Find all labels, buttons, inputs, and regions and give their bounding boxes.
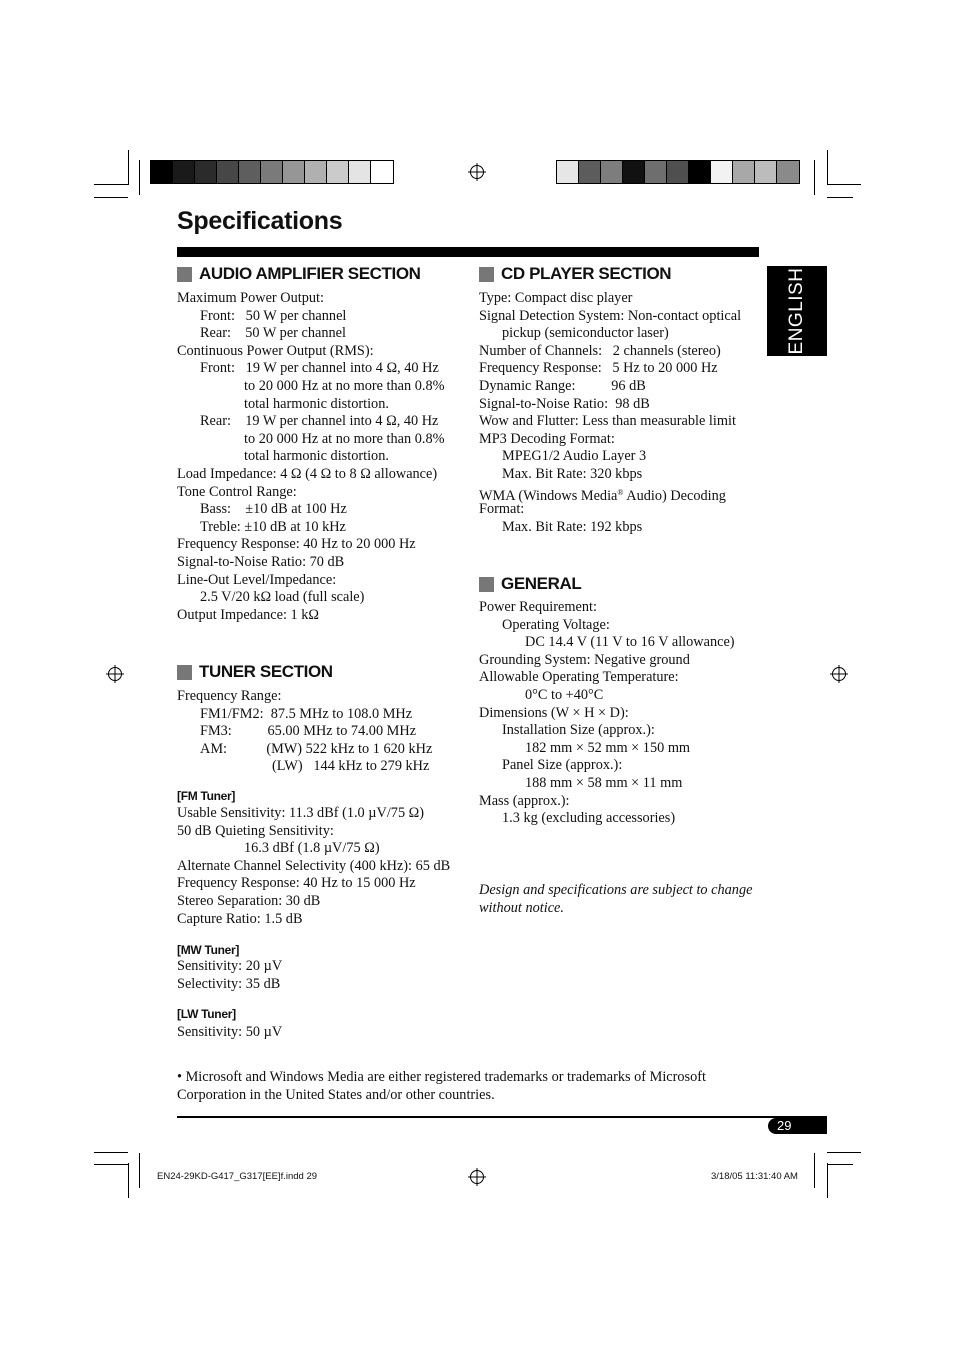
spec-line: Usable Sensitivity: 11.3 dBf (1.0 µV/75 Ω) xyxy=(177,805,425,821)
spec-line: Front: 50 W per channel xyxy=(200,307,347,324)
spec-line: Bass: ±10 dB at 100 Hz xyxy=(200,501,347,518)
language-tab xyxy=(767,266,827,356)
spec-line: Format: xyxy=(479,501,525,518)
crop-mark xyxy=(827,150,828,185)
spec-line: Signal Detection System: Non-contact optical xyxy=(479,307,742,324)
color-patch xyxy=(283,161,305,183)
color-patch xyxy=(349,161,371,183)
spec-line: Type: Compact disc player xyxy=(479,290,633,306)
color-patch xyxy=(305,161,327,183)
section-square-icon xyxy=(177,665,192,680)
color-patch xyxy=(711,161,733,183)
page-title: Specifications xyxy=(177,207,343,235)
spec-line: Mass (approx.): xyxy=(479,792,570,809)
spec-line: Max. Bit Rate: 320 kbps xyxy=(502,465,643,482)
color-patch xyxy=(151,161,173,183)
spec-line: Signal-to-Noise Ratio: 98 dB xyxy=(479,395,650,412)
spec-line: Frequency Range: xyxy=(177,688,282,704)
spec-line: Max. Bit Rate: 192 kbps xyxy=(502,518,643,535)
fm-tuner-spec-list xyxy=(177,805,450,928)
crop-mark xyxy=(814,1153,815,1188)
spec-line: Operating Voltage: xyxy=(502,616,610,633)
registration-mark-icon xyxy=(108,667,122,681)
spec-line: 2.5 V/20 kΩ load (full scale) xyxy=(200,589,365,606)
spec-line: FM3: 65.00 MHz to 74.00 MHz xyxy=(200,723,417,740)
crop-mark xyxy=(814,160,815,195)
cd-section-title: CD PLAYER SECTION xyxy=(501,264,672,283)
spec-line: Treble: ±10 dB at 10 kHz xyxy=(200,518,346,535)
crop-mark xyxy=(94,184,128,185)
audio-section-title: AUDIO AMPLIFIER SECTION xyxy=(199,264,421,283)
spec-line: Panel Size (approx.): xyxy=(502,757,623,774)
spec-line: total harmonic distortion. xyxy=(244,448,389,465)
spec-line: MP3 Decoding Format: xyxy=(479,430,615,447)
spec-line: 188 mm × 58 mm × 11 mm xyxy=(525,774,683,791)
spec-line: Allowable Operating Temperature: xyxy=(479,669,679,686)
spec-line: Load Impedance: 4 Ω (4 Ω to 8 Ω allowance) xyxy=(177,465,438,482)
spec-line: Wow and Flutter: Less than measurable limit xyxy=(479,413,736,430)
spec-line: total harmonic distortion. xyxy=(244,395,389,412)
spec-line: pickup (semiconductor laser) xyxy=(502,325,669,342)
spec-line: Maximum Power Output: xyxy=(177,290,324,306)
spec-line: Front: 19 W per channel into 4 Ω, 40 Hz xyxy=(200,360,439,377)
color-patch xyxy=(217,161,239,183)
color-patch xyxy=(557,161,579,183)
spec-line: 0°C to +40°C xyxy=(525,686,604,703)
spec-line: Rear: 19 W per channel into 4 Ω, 40 Hz xyxy=(200,413,439,430)
footer-rule xyxy=(177,1116,827,1118)
color-strip-right xyxy=(556,160,800,184)
color-patch xyxy=(689,161,711,183)
spec-line: Capture Ratio: 1.5 dB xyxy=(177,910,303,927)
cd-spec-list xyxy=(479,290,741,536)
crop-mark xyxy=(139,1153,140,1188)
spec-line: 50 dB Quieting Sensitivity: xyxy=(177,822,334,839)
lw-tuner-spec-list xyxy=(177,1024,282,1042)
crop-mark xyxy=(827,184,861,185)
tuner-spec-list xyxy=(177,688,432,776)
crop-mark xyxy=(128,150,129,185)
color-patch xyxy=(195,161,217,183)
spec-line: Stereo Separation: 30 dB xyxy=(177,892,321,909)
spec-line: to 20 000 Hz at no more than 0.8% xyxy=(244,377,445,394)
crop-mark xyxy=(827,1163,828,1198)
lw-tuner-heading: [LW Tuner] xyxy=(177,1007,236,1021)
color-patch xyxy=(733,161,755,183)
color-patch xyxy=(777,161,799,183)
color-patch xyxy=(623,161,645,183)
mw-tuner-heading: [MW Tuner] xyxy=(177,943,240,957)
spec-line: Output Impedance: 1 kΩ xyxy=(177,606,320,623)
footer-timestamp: 3/18/05 11:31:40 AM xyxy=(711,1171,798,1182)
crop-mark xyxy=(827,1164,853,1165)
spec-line: Frequency Response: 40 Hz to 20 000 Hz xyxy=(177,536,416,553)
spec-line: Selectivity: 35 dB xyxy=(177,975,281,992)
color-patch xyxy=(173,161,195,183)
page-number: 29 xyxy=(768,1118,827,1134)
footer-file-name: EN24-29KD-G417_G317[EE]f.indd 29 xyxy=(157,1171,318,1182)
color-patch xyxy=(327,161,349,183)
spec-line: 16.3 dBf (1.8 µV/75 Ω) xyxy=(244,840,380,857)
language-tab-label: ENGLISH xyxy=(786,267,807,355)
spec-line: (LW) 144 kHz to 279 kHz xyxy=(272,758,430,775)
crop-mark xyxy=(139,160,140,195)
spec-line: Frequency Response: 5 Hz to 20 000 Hz xyxy=(479,360,718,377)
crop-mark xyxy=(128,1163,129,1198)
section-square-icon xyxy=(479,267,494,282)
registration-mark-icon xyxy=(832,667,846,681)
fm-tuner-heading: [FM Tuner] xyxy=(177,789,236,803)
spec-line: to 20 000 Hz at no more than 0.8% xyxy=(244,430,445,447)
general-section-heading xyxy=(479,574,581,594)
spec-line: Line-Out Level/Impedance: xyxy=(177,571,337,588)
crop-mark xyxy=(94,1152,128,1153)
color-patch xyxy=(645,161,667,183)
title-rule xyxy=(177,247,759,257)
audio-spec-list xyxy=(177,290,445,624)
spec-line: DC 14.4 V (11 V to 16 V allowance) xyxy=(525,634,735,651)
color-patch xyxy=(239,161,261,183)
spec-line: Power Requirement: xyxy=(479,599,597,615)
spec-line: Dimensions (W × H × D): xyxy=(479,704,629,721)
spec-line: Dynamic Range: 96 dB xyxy=(479,377,646,394)
color-patch xyxy=(755,161,777,183)
spec-line: AM: (MW) 522 kHz to 1 620 kHz xyxy=(200,740,433,757)
spec-line: Number of Channels: 2 channels (stereo) xyxy=(479,342,721,359)
general-section-title: GENERAL xyxy=(501,574,582,593)
specification-note: Design and specifications are subject to change without notice. xyxy=(479,882,753,916)
general-spec-list xyxy=(479,599,735,828)
spec-line: Continuous Power Output (RMS): xyxy=(177,342,374,359)
tuner-section-title: TUNER SECTION xyxy=(199,662,333,681)
crop-mark xyxy=(827,1152,861,1153)
color-strip-left xyxy=(150,160,394,184)
spec-line: Sensitivity: 20 µV xyxy=(177,958,283,974)
spec-line: WMA (Windows Media® Audio) Decoding xyxy=(479,487,726,504)
cd-section-heading xyxy=(479,264,671,284)
spec-line: MPEG1/2 Audio Layer 3 xyxy=(502,448,647,465)
spec-line: Frequency Response: 40 Hz to 15 000 Hz xyxy=(177,875,416,892)
spec-line: Installation Size (approx.): xyxy=(502,722,655,739)
section-square-icon xyxy=(479,577,494,592)
registration-mark-icon xyxy=(470,165,484,179)
color-patch xyxy=(601,161,623,183)
spec-line: FM1/FM2: 87.5 MHz to 108.0 MHz xyxy=(200,705,413,722)
spec-line: Signal-to-Noise Ratio: 70 dB xyxy=(177,553,345,570)
spec-line: Alternate Channel Selectivity (400 kHz): 65 dB xyxy=(177,857,451,874)
trademark-note: • Microsoft and Windows Media are either registered trademarks or trademarks of Microsoft Corporation in the United States and/or other countries. xyxy=(177,1069,707,1103)
spec-line: Rear: 50 W per channel xyxy=(200,325,346,342)
color-patch xyxy=(579,161,601,183)
crop-mark xyxy=(94,197,128,198)
spec-line: 182 mm × 52 mm × 150 mm xyxy=(525,739,691,756)
crop-mark xyxy=(827,197,853,198)
spec-line: Sensitivity: 50 µV xyxy=(177,1024,283,1040)
spec-line: Tone Control Range: xyxy=(177,483,297,500)
color-patch xyxy=(261,161,283,183)
spec-line: 1.3 kg (excluding accessories) xyxy=(502,810,676,827)
audio-section-heading xyxy=(177,264,421,284)
color-patch xyxy=(371,161,393,183)
tuner-section-heading xyxy=(177,662,333,682)
crop-mark xyxy=(94,1164,128,1165)
spec-line: Grounding System: Negative ground xyxy=(479,651,690,668)
color-patch xyxy=(667,161,689,183)
mw-tuner-spec-list xyxy=(177,958,282,993)
registration-mark-icon xyxy=(470,1170,484,1184)
section-square-icon xyxy=(177,267,192,282)
